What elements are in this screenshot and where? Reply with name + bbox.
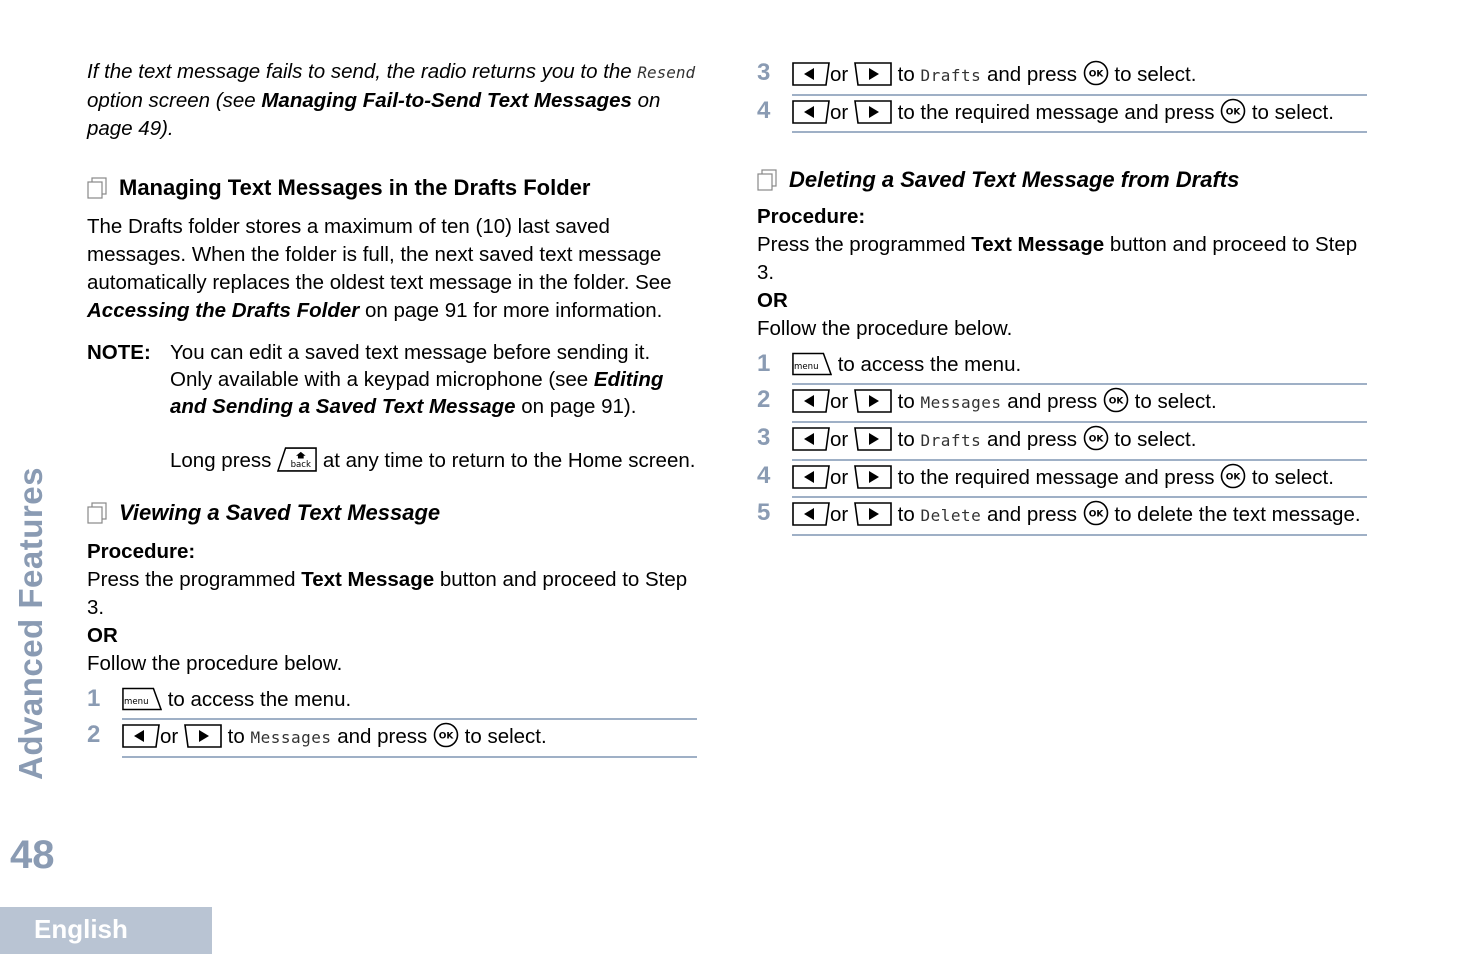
step-item: 1 to access the menu. [757, 349, 1367, 385]
step-item: 2 or to Messages and press to select. [757, 385, 1367, 423]
lcd-resend: Resend [637, 63, 696, 82]
left-arrow-key-icon [792, 62, 830, 86]
procedure-label: Procedure: [757, 205, 866, 228]
left-arrow-key-icon [792, 389, 830, 413]
left-steps [87, 684, 697, 758]
step-item: 5 or to Delete and press to delete the text message. [757, 498, 1367, 536]
drafts-body: The Drafts folder stores a maximum of ten (10) last saved messages. When the folder is full, the next saved text message automatically replaces the oldest text message in the folder. See Accessing the Drafts Folder on page 91 for more information. [87, 215, 672, 322]
lcd-delete: Delete [920, 506, 982, 525]
left-arrow-key-icon [792, 502, 830, 526]
procedure-label: Procedure: [87, 540, 196, 563]
document-stack-icon [87, 177, 107, 199]
left-arrow-key-icon [792, 465, 830, 489]
lcd-drafts: Drafts [920, 66, 982, 85]
step-item: 3 or to Drafts and press to select. [757, 423, 1367, 461]
back-home-key-icon [277, 447, 317, 472]
drafts-folder-heading: Managing Text Messages in the Drafts Folder [87, 173, 697, 203]
document-stack-icon [87, 502, 107, 524]
ok-button-icon [1103, 387, 1129, 413]
page-number: 48 [10, 833, 55, 877]
lcd-drafts: Drafts [920, 431, 982, 450]
left-column [87, 58, 697, 758]
lcd-messages: Messages [250, 728, 332, 747]
right-steps [757, 349, 1367, 536]
menu-key-icon [122, 687, 162, 711]
note-label: NOTE: [87, 341, 151, 364]
procedure-follow: Follow the procedure below. [757, 317, 1013, 340]
ok-button-icon [1220, 463, 1246, 489]
viewing-heading: Viewing a Saved Text Message [87, 498, 697, 528]
right-arrow-key-icon [854, 427, 892, 451]
link-accessing-drafts[interactable]: Accessing the Drafts Folder [87, 299, 360, 322]
procedure-or: OR [87, 624, 118, 647]
link-editing-sending[interactable]: Editing and Sending a Saved Text Message [170, 368, 664, 418]
step-item: 4 or to the required message and press to select. [757, 461, 1367, 498]
procedure-follow: Follow the procedure below. [87, 652, 343, 675]
ok-button-icon [1083, 60, 1109, 86]
note-long-press: Long press at any time to return to the Home screen. [170, 449, 696, 472]
intro-paragraph: If the text message fails to send, the radio returns you to the Resend option screen (see Managing Fail-to-Send Text Messages on page 49). [87, 60, 696, 140]
left-arrow-key-icon [122, 724, 160, 748]
right-column [757, 58, 1367, 536]
right-arrow-key-icon [854, 62, 892, 86]
right-arrow-key-icon [854, 100, 892, 124]
right-arrow-key-icon [854, 465, 892, 489]
step-item: 3 or to Drafts and press to select. [757, 58, 1367, 96]
right-arrow-key-icon [854, 389, 892, 413]
right-arrow-key-icon [854, 502, 892, 526]
procedure-text: Press the programmed Text Message button and proceed to Step 3. [757, 233, 1358, 284]
language-tab [0, 907, 212, 954]
right-arrow-key-icon [184, 724, 222, 748]
step-item: 2 or to Messages and press to select. [87, 720, 697, 758]
note-text: You can edit a saved text message before sending it. Only available with a keypad microphone (see Editing and Sending a Saved Text Message on page 91). [170, 341, 664, 418]
step-item: 1 to access the menu. [87, 684, 697, 720]
document-stack-icon [757, 169, 777, 191]
right-top-steps [757, 58, 1367, 133]
ok-button-icon [1083, 500, 1109, 526]
lcd-messages: Messages [920, 393, 1002, 412]
step-item: 4 or to the required message and press to select. [757, 96, 1367, 133]
language-label: English [34, 914, 128, 944]
ok-button-icon [1083, 425, 1109, 451]
note-block [87, 339, 697, 474]
left-arrow-key-icon [792, 100, 830, 124]
deleting-heading: Deleting a Saved Text Message from Drafts [757, 165, 1367, 195]
menu-key-icon [792, 352, 832, 376]
procedure-or: OR [757, 289, 788, 312]
procedure-text: Press the programmed Text Message button and proceed to Step 3. [87, 568, 688, 619]
section-side-title: Advanced Features [12, 467, 49, 780]
link-managing-fail[interactable]: Managing Fail-to-Send Text Messages [261, 89, 632, 112]
ok-button-icon [1220, 98, 1246, 124]
left-arrow-key-icon [792, 427, 830, 451]
ok-button-icon [433, 722, 459, 748]
